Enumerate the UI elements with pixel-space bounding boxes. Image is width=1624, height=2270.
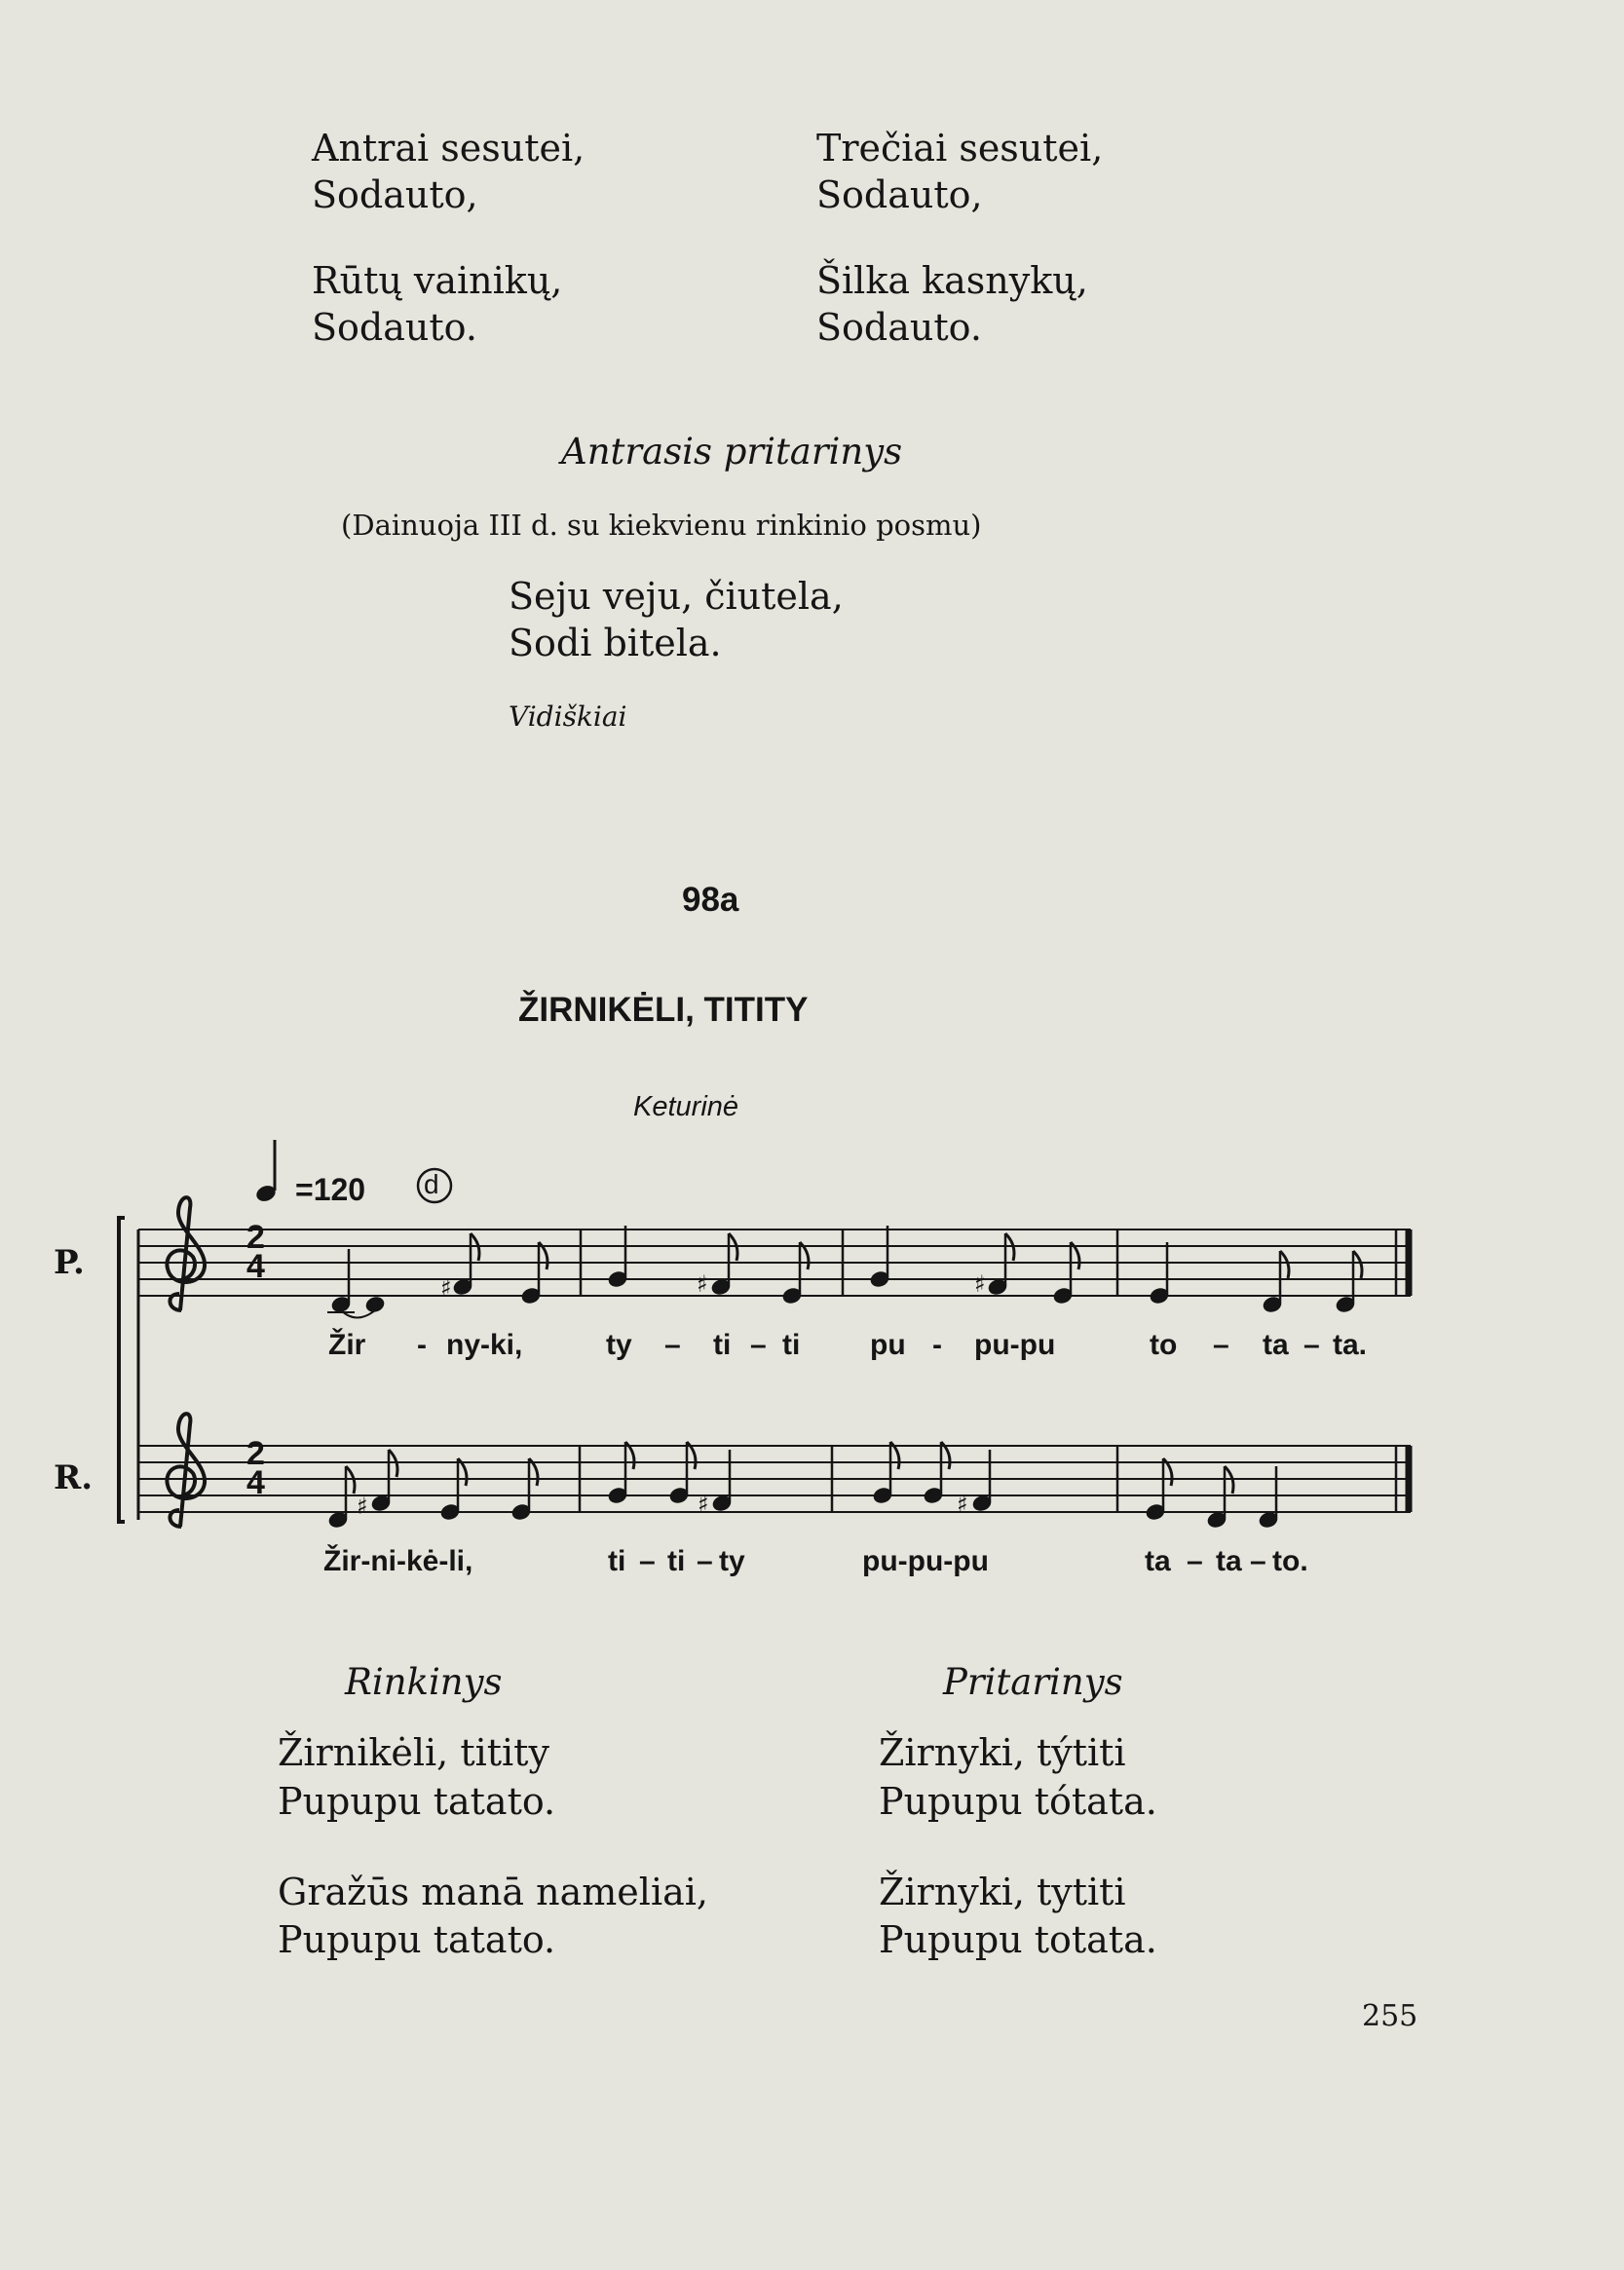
lower-right-line-1: Žirnyki, týtiti (879, 1731, 1126, 1774)
lyric-p: pu (870, 1329, 906, 1361)
lyric-r: ty (719, 1545, 745, 1577)
lyric-p: ty (606, 1329, 632, 1361)
lyric-p: ny-ki, (446, 1329, 523, 1361)
page-number: 255 (1362, 1999, 1418, 2033)
lyric-p: - (417, 1329, 427, 1361)
pritarinys-heading: Pritarinys (943, 1661, 1123, 1703)
refrain-title: Antrasis pritarinys (561, 431, 903, 473)
lyric-p: ti (782, 1329, 801, 1361)
treble-clef-icon (167, 1197, 205, 1310)
verse-right-line-2: Sodauto, (816, 173, 983, 216)
lyric-r: – (697, 1545, 713, 1577)
verse-left-line-3: Rūtų vainikų, (312, 259, 563, 302)
treble-clef-icon (167, 1414, 205, 1527)
place-name: Vidiškiai (509, 700, 627, 733)
sharp-icon: ♯ (440, 1274, 452, 1302)
sharp-icon: ♯ (698, 1491, 709, 1518)
time-sig-r-bottom: 4 (246, 1464, 265, 1501)
notes-p (327, 1226, 1362, 1318)
lyric-r: pu-pu-pu (862, 1545, 989, 1577)
lyric-r: ta (1216, 1545, 1242, 1577)
lower-left-line-4: Pupupu tatato. (278, 1918, 556, 1961)
lyric-p: - (932, 1329, 942, 1361)
lyric-r: ti (667, 1545, 686, 1577)
sharp-icon: ♯ (697, 1270, 708, 1298)
verse-left-line-2: Sodauto, (312, 173, 478, 216)
staff-r (138, 1446, 1411, 1512)
verse-right-line-1: Trečiai sesutei, (816, 127, 1104, 170)
refrain-line-2: Sodi bitela. (509, 622, 722, 664)
lower-left-line-2: Pupupu tatato. (278, 1780, 556, 1823)
lyric-r: ti (608, 1545, 626, 1577)
sharp-icon: ♯ (957, 1491, 968, 1518)
lyric-r: to. (1272, 1545, 1308, 1577)
lyric-p: Žir (328, 1329, 366, 1361)
refrain-line-1: Seju veju, čiutela, (509, 575, 844, 618)
verse-right-line-3: Šilka kasnykų, (816, 259, 1088, 302)
notes-r (327, 1442, 1279, 1530)
time-sig-r-top: 2 (246, 1435, 265, 1472)
lyric-r: Žir-ni-kė-li, (323, 1545, 473, 1577)
lower-left-line-3: Gražūs manā nameliai, (278, 1871, 708, 1913)
song-title: ŽIRNIKĖLI, TITITY (518, 991, 809, 1029)
lyric-r: ta (1145, 1545, 1171, 1577)
sharp-icon: ♯ (357, 1493, 368, 1520)
verse-left-line-1: Antrai sesutei, (312, 127, 585, 170)
rinkinys-heading: Rinkinys (345, 1661, 503, 1703)
song-subtitle: Keturinė (633, 1091, 739, 1122)
time-sig-p-bottom: 4 (246, 1248, 265, 1285)
lyric-p: ta. (1333, 1329, 1368, 1361)
song-number: 98a (682, 881, 739, 919)
time-sig-p-top: 2 (246, 1219, 265, 1256)
lyric-r: – (1187, 1545, 1203, 1577)
lyric-p: – (750, 1329, 767, 1361)
tempo-mark: d (424, 1169, 439, 1199)
verse-left-line-4: Sodauto. (312, 306, 477, 349)
refrain-note: (Dainuoja III d. su kiekvienu rinkinio posmu) (341, 509, 982, 542)
lyric-p: – (1303, 1329, 1320, 1361)
lower-left-line-1: Žirnikėli, titity (278, 1731, 549, 1774)
staff-label-r: R. (54, 1458, 94, 1497)
sharp-icon: ♯ (974, 1270, 986, 1298)
lyric-r: – (1250, 1545, 1266, 1577)
lower-right-line-3: Žirnyki, tytiti (879, 1871, 1126, 1913)
lyric-p: pu-pu (974, 1329, 1056, 1361)
staff-label-p: P. (54, 1243, 85, 1282)
lyric-p: – (1213, 1329, 1229, 1361)
tempo-value: =120 (295, 1172, 366, 1207)
lyric-p: ta (1263, 1329, 1289, 1361)
lyric-p: ti (713, 1329, 732, 1361)
verse-right-line-4: Sodauto. (816, 306, 982, 349)
staff-p (138, 1230, 1411, 1296)
lower-right-line-2: Pupupu tótata. (879, 1780, 1157, 1823)
lower-right-line-4: Pupupu totata. (879, 1918, 1157, 1961)
lyric-r: – (639, 1545, 656, 1577)
lyric-p: to (1150, 1329, 1178, 1361)
system-bracket (119, 1218, 125, 1522)
lyric-p: – (664, 1329, 681, 1361)
